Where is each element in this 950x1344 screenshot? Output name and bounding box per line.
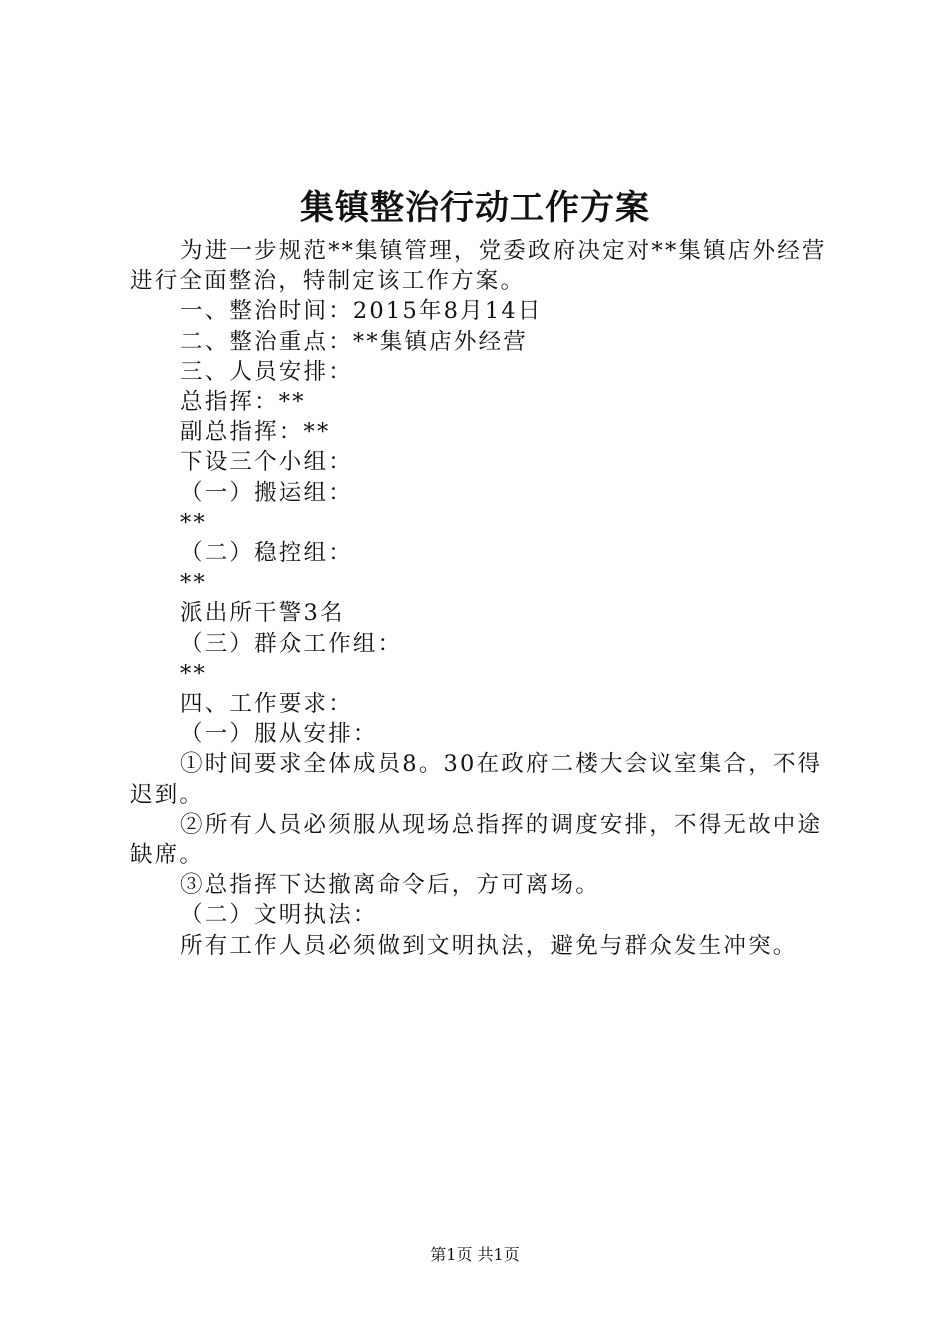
paragraph-group-public-members: **	[180, 660, 207, 687]
paragraph-group-stability-members: **	[180, 570, 207, 597]
paragraph-group-transport-members: **	[180, 509, 207, 536]
paragraph-group-public: （三）群众工作组：	[180, 630, 403, 657]
paragraph-time: 一、整治时间：2015年8月14日	[180, 298, 543, 325]
page-title: 集镇整治行动工作方案	[300, 188, 650, 228]
page-footer: 第1页 共1页	[430, 1245, 520, 1264]
paragraph-groups-heading: 下设三个小组：	[180, 449, 353, 476]
paragraph-civil-rule: 所有工作人员必须做到文明执法，避免与群众发生冲突。	[180, 932, 798, 959]
paragraph-civil-heading: （二）文明执法：	[180, 902, 378, 929]
paragraph-deputy-commander: 副总指挥：**	[180, 419, 331, 446]
paragraph-rule-3: ③总指挥下达撤离命令后，方可离场。	[180, 872, 600, 899]
paragraph-requirements-heading: 四、工作要求：	[180, 691, 353, 718]
paragraph-commander: 总指挥：**	[180, 389, 306, 416]
paragraph-rule-1: ①时间要求全体成员8。30在政府二楼大会议室集合，不得迟到。	[130, 751, 823, 808]
paragraph-group-stability: （二）稳控组：	[180, 540, 353, 567]
paragraph-group-transport: （一）搬运组：	[180, 479, 353, 506]
paragraph-rule-2: ②所有人员必须服从现场总指挥的调度安排，不得无故中途缺席。	[130, 811, 823, 869]
paragraph-staffing-heading: 三、人员安排：	[180, 358, 353, 385]
paragraph-group-stability-police: 派出所干警3名	[180, 600, 345, 627]
paragraph-intro: 为进一步规范**集镇管理，党委政府决定对**集镇店外经营进行全面整治，特制定该工作方案。	[130, 238, 827, 295]
paragraph-focus: 二、整治重点：**集镇店外经营	[180, 328, 529, 355]
paragraph-obey-heading: （一）服从安排：	[180, 721, 378, 748]
document-body	[130, 236, 834, 961]
